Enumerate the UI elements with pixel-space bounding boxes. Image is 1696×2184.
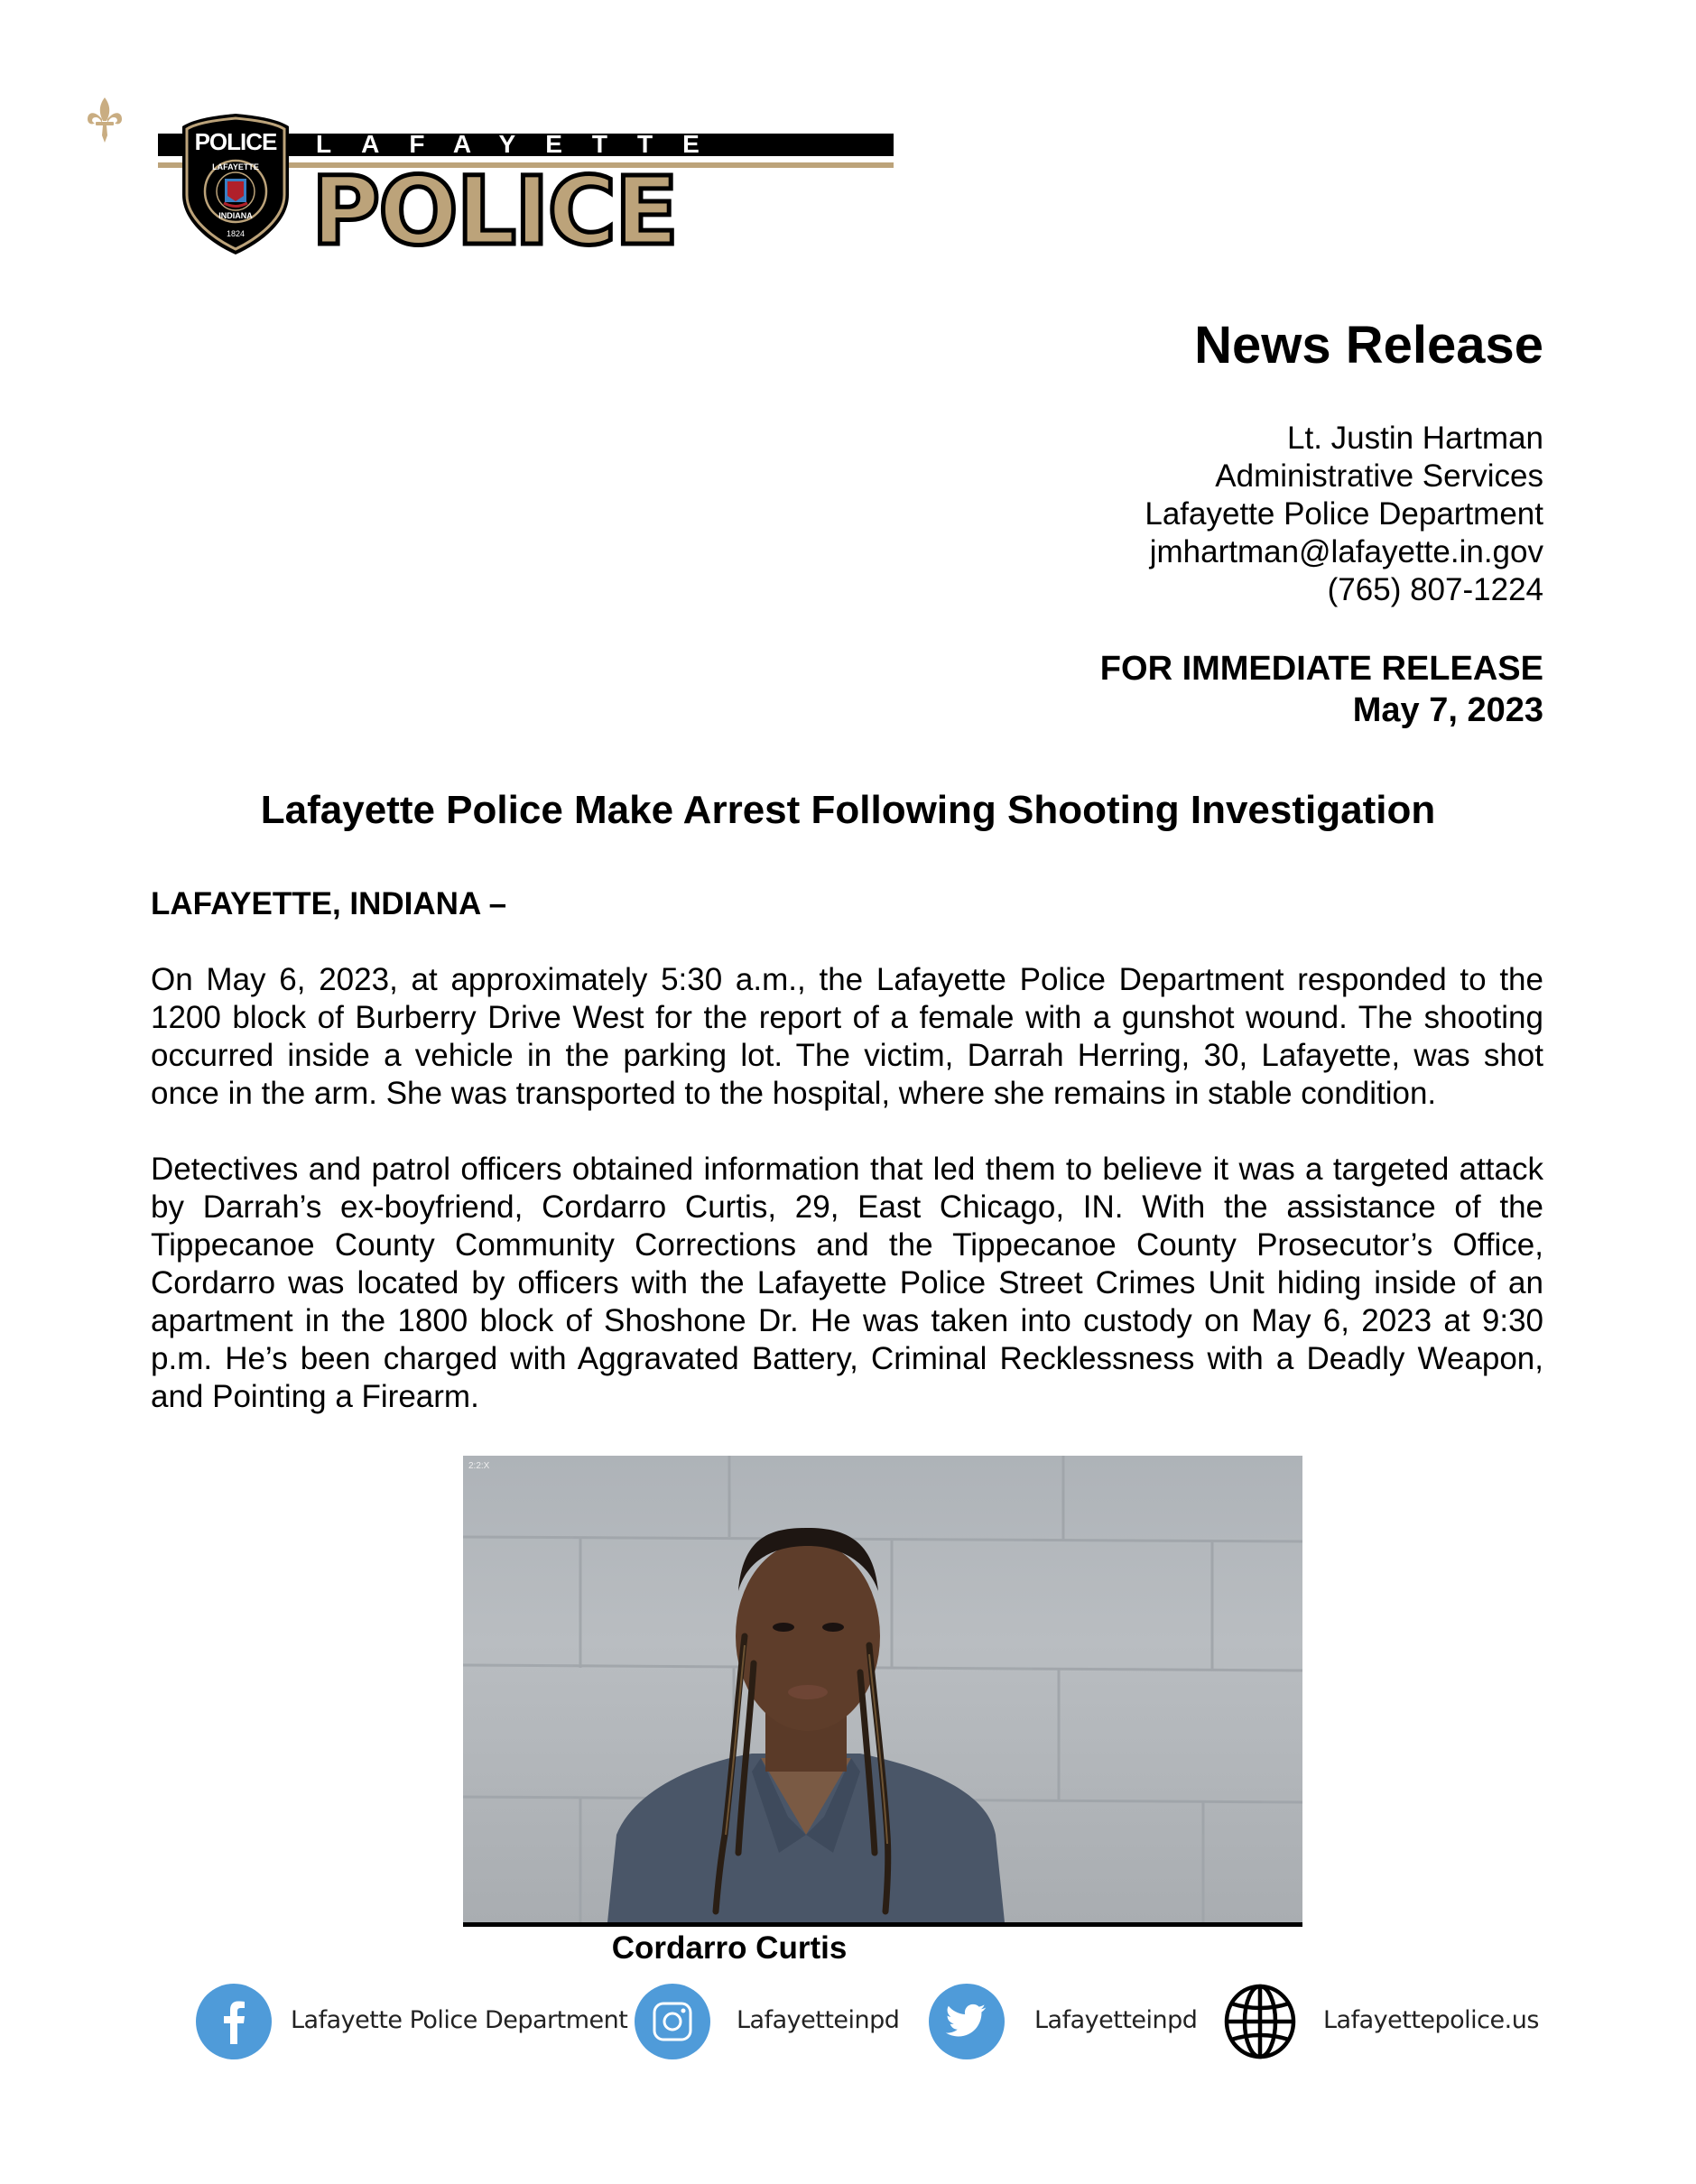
instagram-link[interactable] (635, 1984, 710, 2059)
contact-name: Lt. Justin Hartman (1287, 421, 1543, 456)
release-type: FOR IMMEDIATE RELEASE (1099, 650, 1543, 688)
facebook-icon (216, 1999, 252, 2044)
twitter-link[interactable] (929, 1984, 1005, 2059)
svg-text:INDIANA: INDIANA (218, 211, 253, 220)
svg-text:2:2:X: 2:2:X (468, 1461, 490, 1471)
booking-photo-image (463, 1456, 1302, 1922)
svg-text:LAFAYETTE: LAFAYETTE (212, 162, 259, 171)
article-dateline: LAFAYETTE, INDIANA – (151, 886, 507, 921)
contact-division: Administrative Services (1215, 458, 1543, 494)
logo-police-text: POLICE (311, 156, 677, 266)
release-date: May 7, 2023 (1352, 691, 1543, 729)
twitter-icon (945, 2004, 988, 2040)
contact-department: Lafayette Police Department (1145, 496, 1543, 532)
photo-caption: Cordarro Curtis (611, 1930, 848, 1966)
globe-icon (1222, 1984, 1298, 2059)
release-block (1100, 648, 1543, 731)
instagram-label[interactable]: Lafayetteinpd (737, 2006, 900, 2034)
website-link[interactable] (1222, 1984, 1298, 2059)
booking-photo (463, 1456, 1302, 1922)
logo-lafayette-text: LAFAYETTE (316, 130, 729, 158)
article-paragraph: Detectives and patrol officers obtained information that led them to believe it was a targeted attack by Darrah’s ex-boyfriend, Cordarro Curtis, 29, East Chicago, IN. With the assistance of the Tippecanoe County Community Corrections and the Tippecanoe County Prosecutor’s Office, Cordarro was located by officers with the Lafayette Police Street Crimes Unit hiding inside of an apartment in the 1800 block of Shoshone Dr. He was taken into custody on May 6, 2023 at 9:30 p.m. He’s been charged with Aggravated Battery, Criminal Recklessness with a Deadly Weapon, and Pointing a Firearm. (151, 1152, 1543, 1414)
twitter-label[interactable]: Lafayetteinpd (1034, 2006, 1198, 2034)
article-headline: Lafayette Police Make Arrest Following Shooting Investigation (260, 788, 1436, 832)
instagram-icon (652, 2001, 693, 2042)
facebook-label[interactable]: Lafayette Police Department (291, 2006, 628, 2034)
fleur-de-lis-icon (86, 97, 124, 144)
website-label[interactable]: Lafayettepolice.us (1323, 2006, 1539, 2034)
svg-text:1824: 1824 (226, 229, 246, 238)
doc-type-title: News Release (1194, 316, 1543, 375)
police-badge-icon (179, 112, 292, 256)
facebook-link[interactable] (196, 1984, 272, 2059)
contact-block (1145, 420, 1543, 609)
contact-email[interactable]: jmhartman@lafayette.in.gov (1149, 534, 1543, 569)
article-paragraph: On May 6, 2023, at approximately 5:30 a.m., the Lafayette Police Department responded to the 1200 block of Burberry Drive West for the report of a female with a gunshot wound. The shooting occurred inside a vehicle in the parking lot. The victim, Darrah Herring, 30, Lafayette, was shot once in the arm. She was transported to the hospital, where she remains in stable condition. (151, 962, 1543, 1111)
photo-bottom-rule (463, 1922, 1302, 1927)
svg-text:POLICE: POLICE (194, 128, 277, 155)
contact-phone: (765) 807-1224 (1327, 572, 1543, 607)
